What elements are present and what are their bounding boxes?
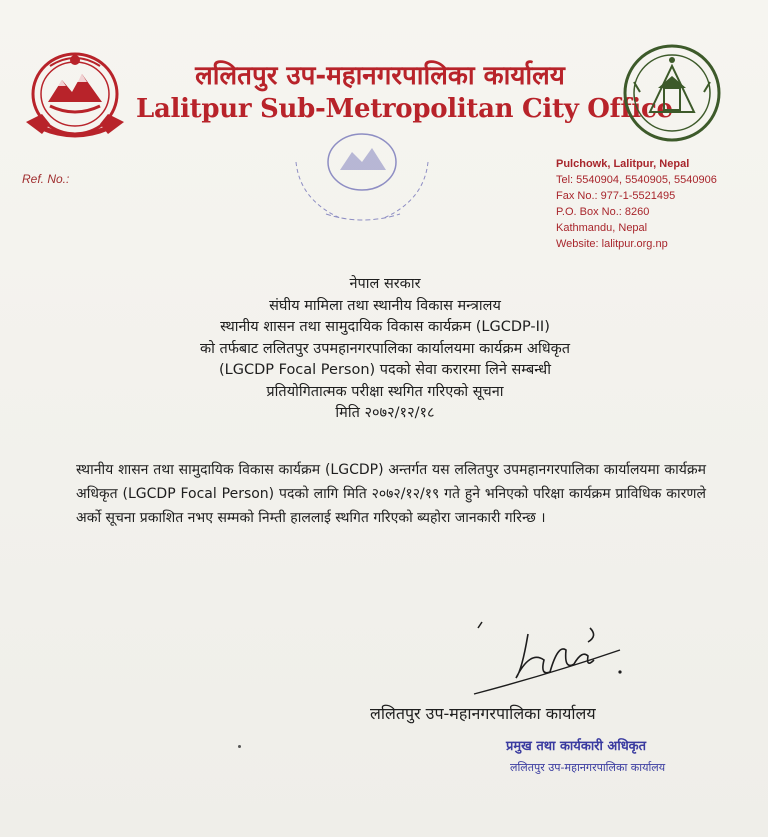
heading-line: संघीय मामिला तथा स्थानीय विकास मन्त्रालय: [269, 297, 501, 314]
handwritten-signature-icon: [470, 620, 640, 710]
notice-body: स्थानीय शासन तथा सामुदायिक विकास कार्यक्रम (LGCDP) अन्तर्गत यस ललितपुर उपमहानगरपालिका कार्यालयमा कार्यक्रम अधिकृत (LGCDP Focal Person) पदको लागि मिति २०७२/१२/१९ गते हुने भनिएको परिक्षा कार्यक्रम प्राविधिक कारणले अर्को सूचना प्रकाशित नभए सम्मको निम्ती हाललाई स्थगित गरिएको ब्यहोरा जानकारी गरिन्छ ।: [76, 462, 706, 526]
heading-line: को तर्फबाट ललितपुर उपमहानगरपालिका कार्यालयमा कार्यक्रम अधिकृत: [199, 340, 571, 357]
contact-website: Website: lalitpur.org.np: [556, 238, 668, 250]
heading-line: प्रतियोगितात्मक परीक्षा स्थगित गरिएको सूचना: [266, 383, 504, 400]
notice-date: मिति २०७२/१२/१८: [335, 405, 435, 421]
notice-heading: [100, 274, 670, 425]
lalitpur-city-logo-icon: [620, 42, 724, 144]
contact-city: Kathmandu, Nepal: [556, 222, 648, 234]
office-title-english: Lalitpur Sub-Metropolitan City Office: [136, 94, 673, 124]
heading-line: (LGCDP Focal Person) पदको सेवा करारमा लिने सम्बन्धी: [219, 362, 551, 378]
reference-number-label: Ref. No.:: [22, 172, 70, 186]
office-seal-stamp-icon: [282, 122, 442, 232]
contact-fax: Fax No.: 977-1-5521495: [556, 190, 676, 202]
signing-office-name: ललितपुर उप-महानगरपालिका कार्यालय: [370, 704, 596, 723]
office-title-nepali: ललितपुर उप-महानगरपालिका कार्यालय: [195, 61, 565, 91]
contact-telephone: Tel: 5540904, 5540905, 5540906: [556, 174, 717, 186]
office-contact-block: [556, 156, 756, 252]
signatory-office-stamp: ललितपुर उप-महानगरपालिका कार्यालय: [510, 761, 666, 774]
contact-address: Pulchowk, Lalitpur, Nepal: [556, 158, 690, 170]
heading-line: नेपाल सरकार: [349, 276, 421, 292]
stray-mark: [238, 745, 241, 748]
nepal-emblem-icon: [20, 44, 130, 144]
signatory-designation: प्रमुख तथा कार्यकारी अधिकृत: [506, 739, 647, 754]
contact-po-box: P.O. Box No.: 8260: [556, 206, 650, 218]
heading-line: स्थानीय शासन तथा सामुदायिक विकास कार्यक्रम (LGCDP-II): [220, 319, 550, 335]
